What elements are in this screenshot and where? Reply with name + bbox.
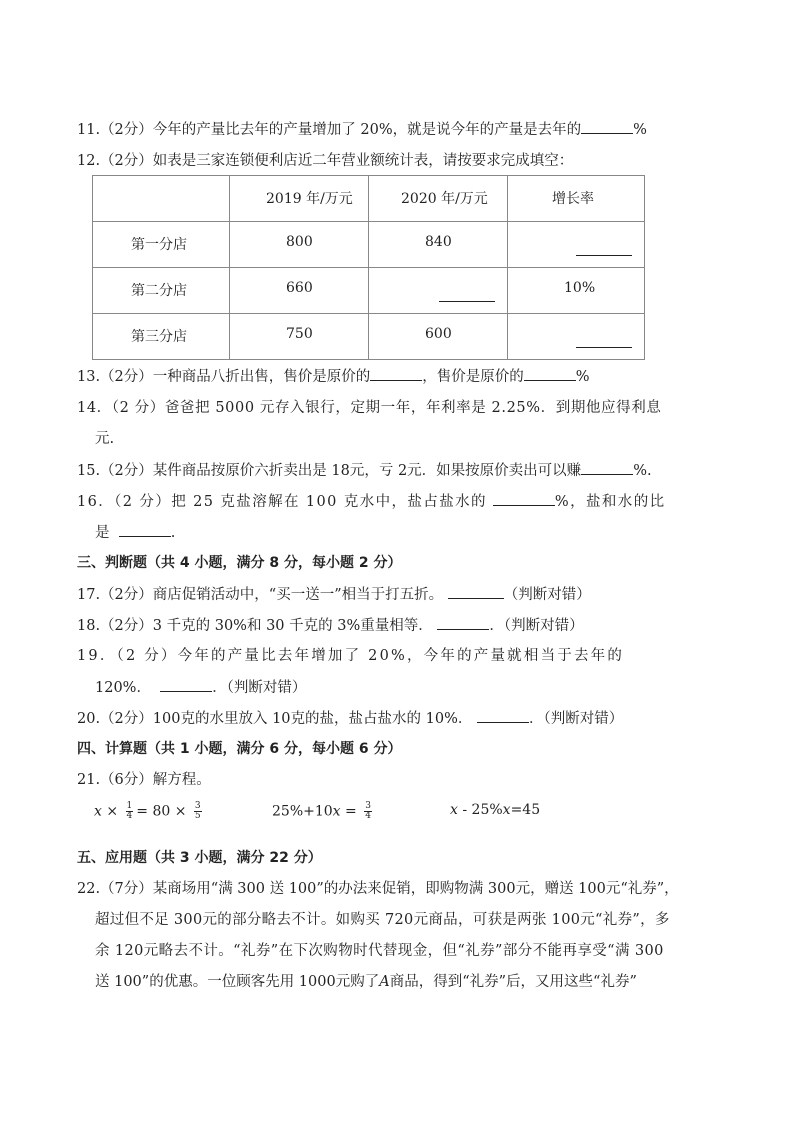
question-17 <box>77 584 591 605</box>
table-header-cell <box>230 176 369 222</box>
fraction <box>364 802 372 821</box>
question-20-text: 20.（2分）100克的水里放入 10克的盐，盐占盐水的 10%． <box>77 711 473 727</box>
answer-blank[interactable] <box>576 255 632 256</box>
table-cell <box>230 222 369 268</box>
answer-blank[interactable] <box>448 584 504 599</box>
value-2020: 840 <box>425 234 452 250</box>
header-growth-rate: 增长率 <box>552 191 594 207</box>
question-16-suffix: . <box>170 525 176 541</box>
table-row <box>93 222 645 268</box>
answer-blank[interactable] <box>581 460 633 475</box>
question-11-text: 11.（2分）今年的产量比去年的产量增加了 20%，就是说今年的产量是去年的 <box>77 122 582 138</box>
section-3-title: 三、判断题（共 4 小题，满分 8 分，每小题 2 分） <box>77 555 402 571</box>
table-cell <box>508 268 645 314</box>
question-11-suffix: % <box>633 122 647 138</box>
answer-blank[interactable] <box>370 366 422 381</box>
question-15-suffix: %. <box>633 463 652 479</box>
table-cell <box>93 314 230 360</box>
question-22-cont <box>95 910 670 930</box>
question-13-suffix: % <box>575 369 590 385</box>
equation-3 <box>450 802 540 818</box>
variable-x: x <box>332 803 341 820</box>
question-14-text: 14．（2 分）爸爸把 5000 元存入银行，定期一年，年利率是 2.25%．到期他应得利息 <box>77 400 662 416</box>
table-header-cell <box>508 176 645 222</box>
question-17-suffix: （判断对错） <box>503 587 591 603</box>
numerator: 1 <box>126 801 133 811</box>
value-2019: 660 <box>286 280 313 296</box>
question-16 <box>77 491 666 512</box>
store-name: 第二分店 <box>131 283 187 299</box>
table-header-cell <box>369 176 508 222</box>
table-header-cell <box>93 176 230 222</box>
store-name: 第一分店 <box>131 237 187 253</box>
question-20-suffix: ．（判断对错） <box>528 711 624 727</box>
variable-a: A <box>379 974 390 990</box>
question-13-mid: ，售价是原价的 <box>422 369 524 385</box>
question-20 <box>77 708 623 729</box>
table-cell <box>93 268 230 314</box>
table-header-row <box>93 176 645 222</box>
question-19-suffix: ．（判断对错） <box>212 680 307 696</box>
question-16-mid: %，盐和水的比 <box>554 494 666 510</box>
table-row <box>93 268 645 314</box>
answer-blank[interactable] <box>524 366 576 381</box>
table-cell <box>508 222 645 268</box>
question-18 <box>77 615 584 636</box>
table-cell <box>369 268 508 314</box>
question-21-text: 21.（6分）解方程。 <box>77 772 211 788</box>
denominator: 4 <box>126 811 133 821</box>
question-19-cont <box>95 677 306 698</box>
question-12-text: 12.（2分）如表是三家连锁便利店近二年营业额统计表，请按要求完成填空： <box>77 153 574 169</box>
answer-blank[interactable] <box>493 491 555 506</box>
equation-pre: 25%+10 <box>272 803 333 820</box>
question-22-cont <box>95 972 637 992</box>
fraction <box>126 802 134 821</box>
answer-blank[interactable] <box>581 119 633 134</box>
equation-mid: - 25% <box>457 802 503 818</box>
equation-rest: =45 <box>510 802 541 818</box>
sales-table <box>92 175 645 360</box>
question-21 <box>77 770 211 790</box>
equals-sign: = <box>340 803 357 820</box>
question-11 <box>77 119 647 140</box>
question-18-text: 18.（2分）3 千克的 30%和 30 千克的 3%重量相等． <box>77 618 433 634</box>
value-2019: 800 <box>286 234 313 250</box>
question-14-cont <box>95 429 114 449</box>
equation-mid: = 80 × <box>136 803 187 820</box>
question-22-cont <box>95 941 664 961</box>
answer-blank[interactable] <box>576 347 632 348</box>
question-14 <box>77 398 661 418</box>
numerator: 3 <box>194 801 201 811</box>
question-16-prefix: 是 <box>95 525 110 541</box>
question-22-line-1: 22.（7分）某商场用“满 300 送 100”的办法来促销，即购物满 300元，赠送 100元“礼券”， <box>77 881 679 897</box>
variable-x: x <box>450 802 458 818</box>
header-2019: 2019 年/万元 <box>266 191 353 207</box>
question-22-line-4b: 商品，得到“礼券”后，又用这些“礼券” <box>389 974 637 990</box>
section-5-title: 五、应用题（共 3 小题，满分 22 分） <box>77 850 322 866</box>
answer-blank[interactable] <box>439 301 495 302</box>
answer-blank[interactable] <box>160 677 212 692</box>
times-sign: × <box>106 803 119 820</box>
question-22-line-4a: 送 100”的优惠。一位顾客先用 1000元购了 <box>95 974 380 990</box>
question-19-prefix: 120%． <box>95 680 151 696</box>
question-15-text: 15.（2分）某件商品按原价六折卖出是 18元，亏 2元．如果按原价卖出可以赚 <box>77 463 582 479</box>
question-12 <box>77 151 573 171</box>
equation-1 <box>94 802 205 821</box>
table-row <box>93 314 645 360</box>
question-22-line-3: 余 120元略去不计。“礼券”在下次购物时代替现金，但“礼券”部分不能再享受“满 300 <box>95 943 664 959</box>
variable-x: x <box>502 802 511 818</box>
equation-2 <box>272 802 375 821</box>
question-19-text: 19．（2 分）今年的产量比去年增加了 20%，今年的产量就相当于去年的 <box>77 648 625 664</box>
question-22-line-2: 超过但不足 300元的部分略去不计。如购买 720元商品，可获是两张 100元“礼券”，多 <box>95 912 670 928</box>
numerator: 3 <box>365 801 371 811</box>
denominator: 4 <box>365 811 371 821</box>
table-cell <box>369 222 508 268</box>
question-16-text: 16．（2 分）把 25 克盐溶解在 100 克水中，盐占盐水的 <box>77 494 487 510</box>
value-2019: 750 <box>286 326 313 342</box>
table-cell <box>93 222 230 268</box>
question-14-text-cont: 元. <box>95 431 115 447</box>
section-4-title: 四、计算题（共 1 小题，满分 6 分，每小题 6 分） <box>77 741 402 757</box>
question-19 <box>77 646 624 666</box>
header-2020: 2020 年/万元 <box>401 191 488 207</box>
table-cell <box>508 314 645 360</box>
table-cell <box>230 268 369 314</box>
denominator: 5 <box>194 811 201 821</box>
table-cell <box>230 314 369 360</box>
question-17-text: 17.（2分）商店促销活动中，“买一送一”相当于打五折。 <box>77 587 444 603</box>
question-22 <box>77 879 679 899</box>
table-cell <box>369 314 508 360</box>
question-13-text: 13.（2分）一种商品八折出售，售价是原价的 <box>77 369 371 385</box>
growth-rate: 10% <box>564 280 596 296</box>
answer-blank[interactable] <box>437 615 489 630</box>
question-13 <box>77 366 590 387</box>
question-18-suffix: ．（判断对错） <box>489 618 584 634</box>
fraction <box>194 802 202 821</box>
answer-blank[interactable] <box>477 708 529 723</box>
answer-blank[interactable] <box>119 522 171 537</box>
value-2020: 600 <box>425 326 452 342</box>
store-name: 第三分店 <box>131 329 187 345</box>
question-16-cont <box>95 522 175 543</box>
variable-x: x <box>94 803 102 820</box>
question-15 <box>77 460 652 481</box>
